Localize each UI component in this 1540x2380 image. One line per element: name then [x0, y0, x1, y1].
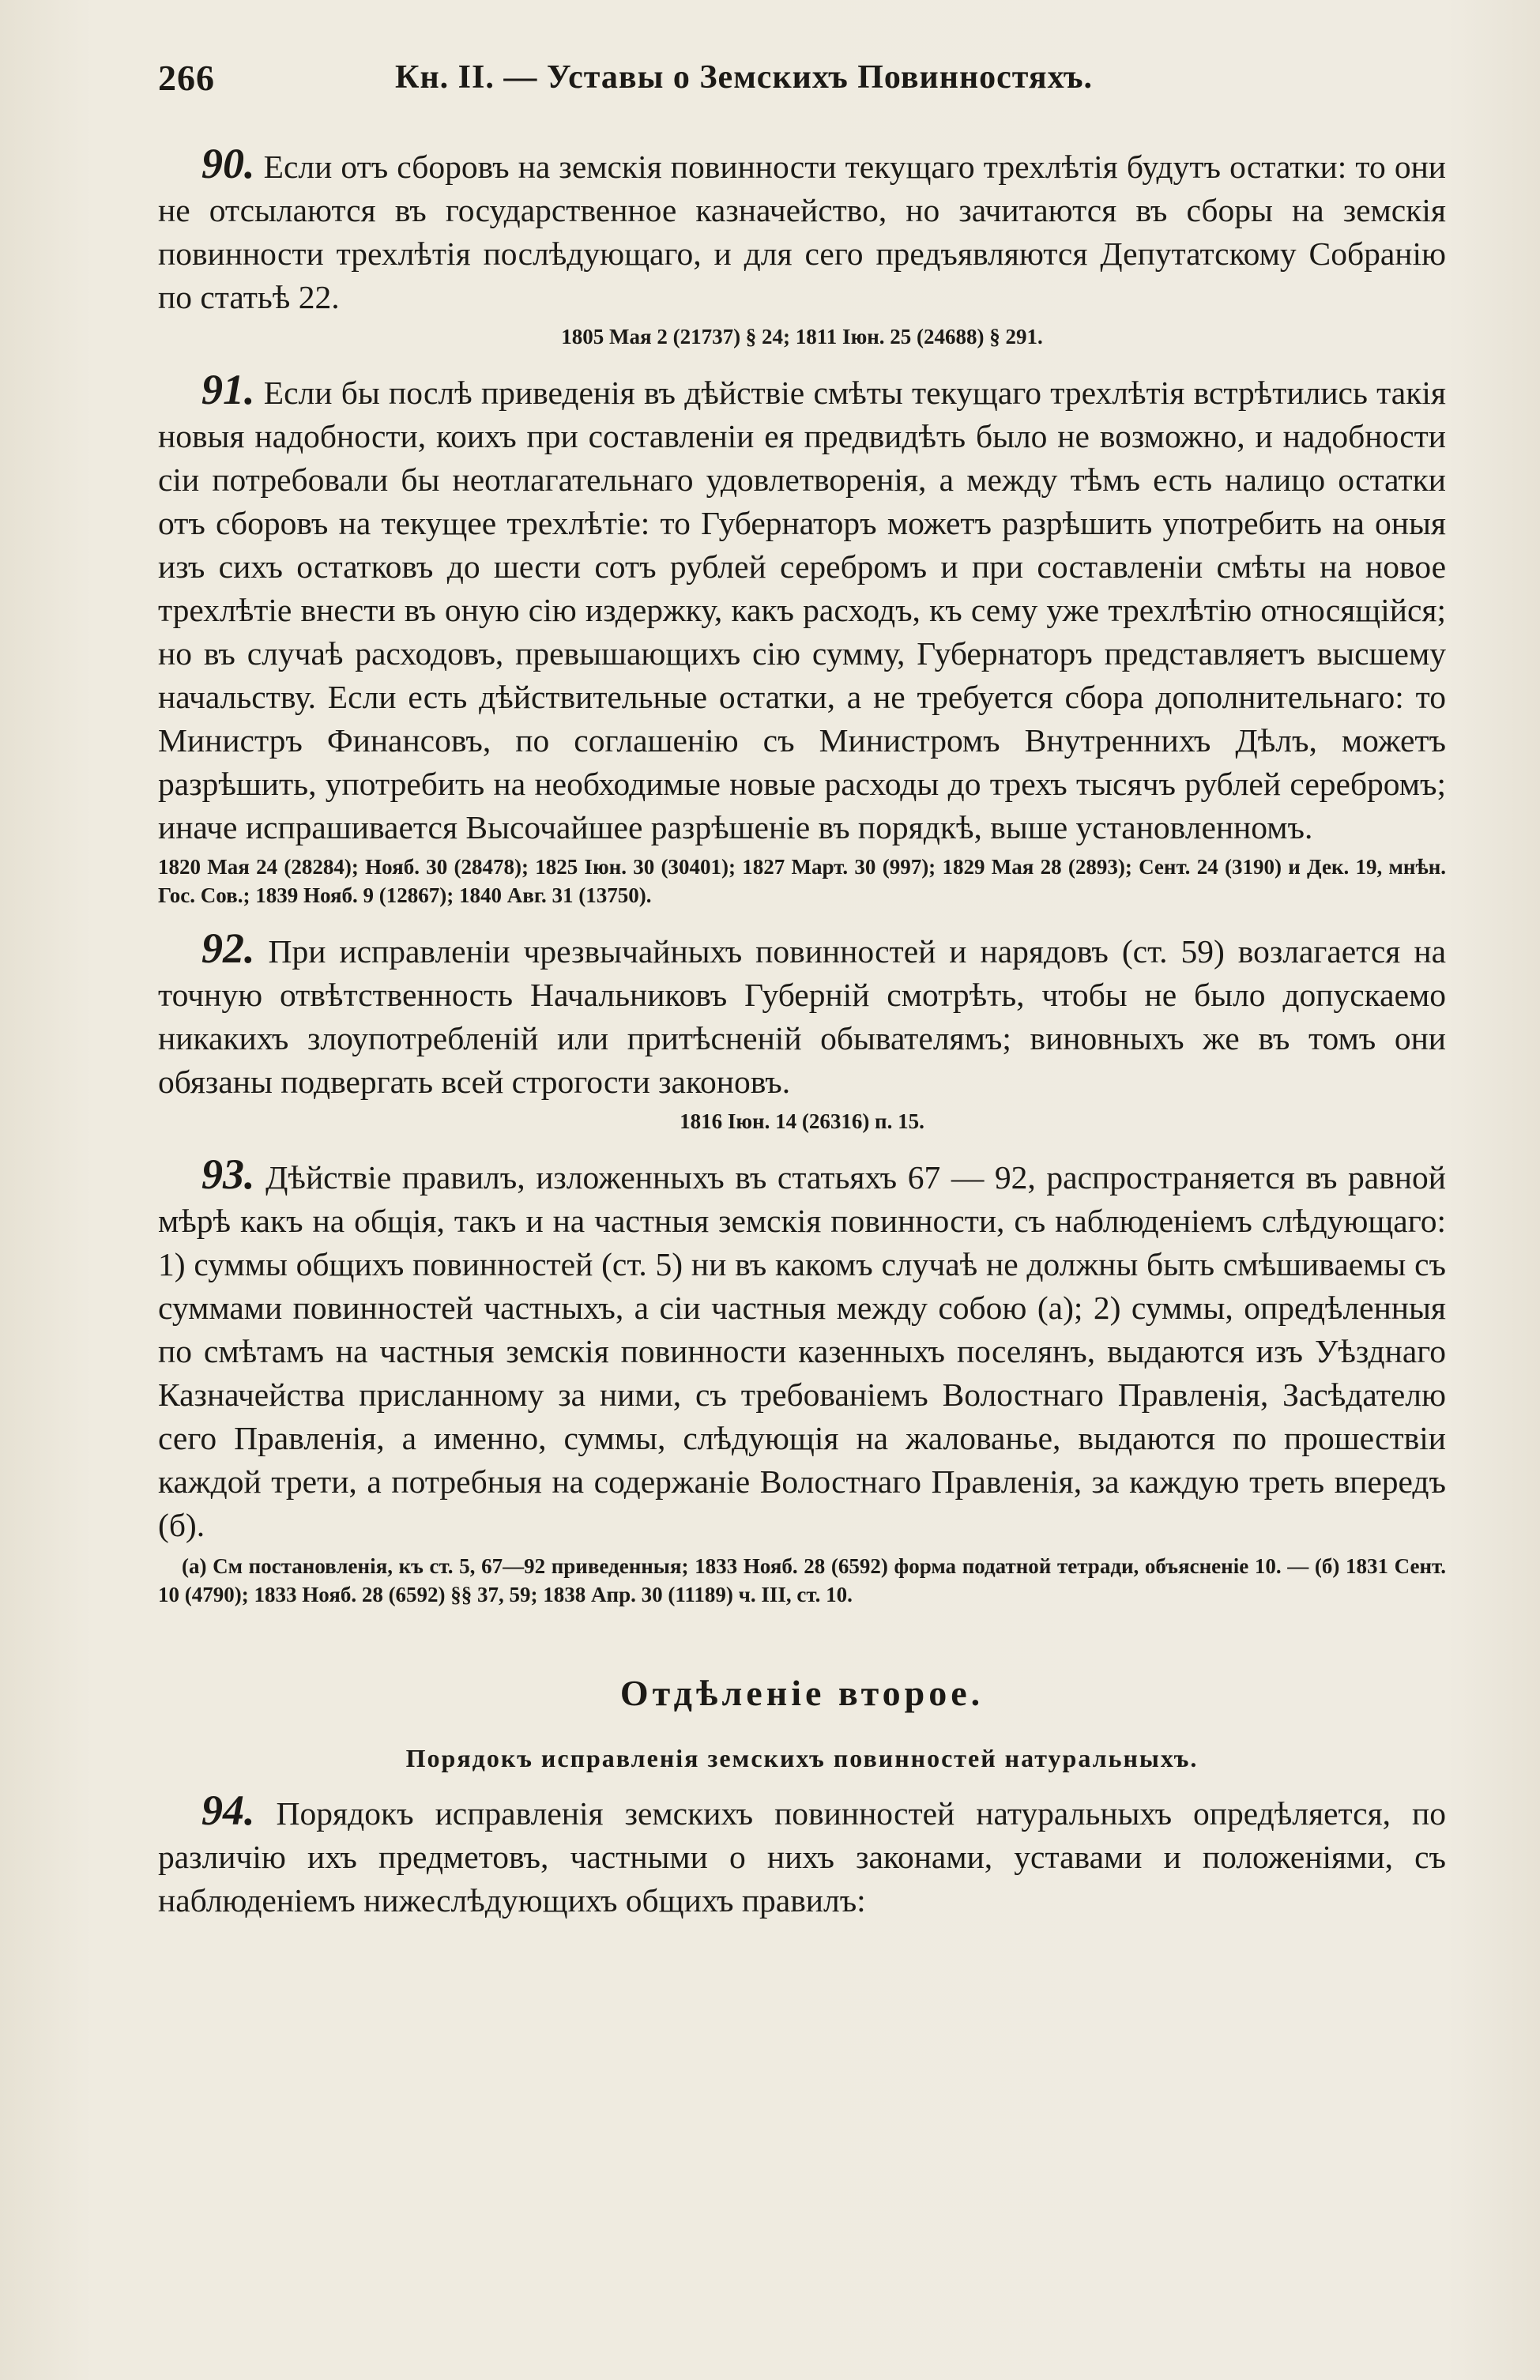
article-94 — [158, 1789, 1446, 1922]
article-90 — [158, 142, 1446, 319]
article-source: 1820 Мая 24 (28284); Нояб. 30 (28478); 1825 Іюн. 30 (30401); 1827 Март. 30 (997); 1829 Мая 28 (2893); Сент. 24 (3190) и Дек. 19, мнѣн. Гос. Сов.; 1839 Нояб. 9 (12867); 1840 Авг. 31 (13750). — [158, 855, 1446, 907]
article-text: При исправленіи чрезвычайныхъ повинностей и нарядовъ (ст. 59) возлагается на точную отвѣтственность Начальниковъ Губерній смотрѣть, чтобы не было допускаемо никакихъ злоупотребленій или притѣсненій обывателямъ; виновныхъ же въ томъ они обязаны подвергать всей строгости законовъ. — [158, 933, 1447, 1100]
article-number: 93. — [201, 1150, 255, 1198]
page-body — [158, 142, 1446, 1922]
article-number: 94. — [201, 1787, 255, 1834]
section-title: Отдѣленіе второе. — [619, 1673, 985, 1713]
article-number: 92. — [201, 925, 255, 972]
article-text: Если отъ сборовъ на земскія повинности текущаго трехлѣтія будутъ остатки: то они не отсылаются въ государственное казначейство, но зачитаются въ сборы на земскія повинности трехлѣтія послѣдующаго, и для сего предъявляются Депутатскому Собранію по статьѣ 22. — [158, 149, 1447, 315]
running-head: Кн. II. — Уставы о Земскихъ Повинностяхъ. — [395, 59, 1093, 96]
section-subtitle: Порядокъ исправленія земскихъ повинностей натуральныхъ. — [405, 1744, 1199, 1772]
article-text: Если бы послѣ приведенія въ дѣйствіе смѣты текущаго трехлѣтія встрѣтились такія новыя надобности, коихъ при составленіи ея предвидѣть было не возможно, и надобности сіи потребовали бы неотлагательнаго удовлетворенія, а между тѣмъ есть налицо остатки отъ сборовъ на текущее трехлѣтіе: то Губернаторъ можетъ разрѣшить употребить на оныя изъ сихъ остатковъ до шести сотъ рублей серебромъ и при составленіи смѣты на новое трехлѣтіе внести въ оную сію издержку, какъ расходъ, къ сему уже трехлѣтію относящійся; но въ случаѣ расходовъ, превышающихъ сію сумму, Губернаторъ представляетъ высшему начальству. Если есть дѣйствительные остатки, а не требуется сбора дополнительнаго: то Министръ Финансовъ, по соглашенію съ Министромъ Внутреннихъ Дѣлъ, можетъ разрѣшить, употребить на необходимые новые расходы до трехъ тысячъ рублей серебромъ; иначе испрашивается Высочайшее разрѣшеніе въ порядкѣ, выше установленномъ. — [158, 375, 1446, 845]
article-93 — [158, 1150, 1446, 1547]
article-text: Дѣйствіе правилъ, изложенныхъ въ статьяхъ 67 — 92, распространяется въ равной мѣрѣ какъ на общія, такъ и на частныя земскія повинности, съ наблюденіемъ слѣдующаго: 1) суммы общихъ повинностей (ст. 5) ни въ какомъ случаѣ не должны быть смѣшиваемы съ суммами повинностей частныхъ, а сіи частныя между собою (а); 2) суммы, опредѣленныя по смѣтамъ на частныя земскія повинности казенныхъ поселянъ, выдаются изъ Уѣзднаго Казначейства присланному за ними, съ требованіемъ Волостнаго Правленія, Засѣдателю сего Правленія, а именно, суммы, слѣдующія на жалованье, выдаются по прошествіи каждой трети, а потребныя на содержаніе Волостнаго Правленія, за каждую треть впередъ (б). — [158, 1159, 1446, 1543]
article-91 — [158, 368, 1446, 849]
article-source: 1816 Іюн. 14 (26316) п. 15. — [680, 1109, 924, 1133]
article-footnote: (а) См постановленія, къ ст. 5, 67—92 приведенныя; 1833 Нояб. 28 (6592) форма податной тетради, объясненіе 10. — (б) 1831 Сент. 10 (4790); 1833 Нояб. 28 (6592) §§ 37, 59; 1838 Апр. 30 (11189) ч. III, ст. 10. — [158, 1554, 1446, 1606]
article-text: Порядокъ исправленія земскихъ повинностей натуральныхъ опредѣляется, по различію ихъ предметовъ, частными о нихъ законами, уставами и положеніями, съ наблюденіемъ нижеслѣдующихъ общихъ правилъ: — [158, 1795, 1446, 1919]
page-number: 266 — [158, 58, 215, 98]
page-header — [158, 57, 1438, 104]
article-number: 91. — [201, 366, 255, 413]
article-source: 1805 Мая 2 (21737) § 24; 1811 Іюн. 25 (24688) § 291. — [561, 325, 1043, 348]
article-number: 90. — [201, 140, 255, 187]
article-92 — [158, 927, 1446, 1104]
